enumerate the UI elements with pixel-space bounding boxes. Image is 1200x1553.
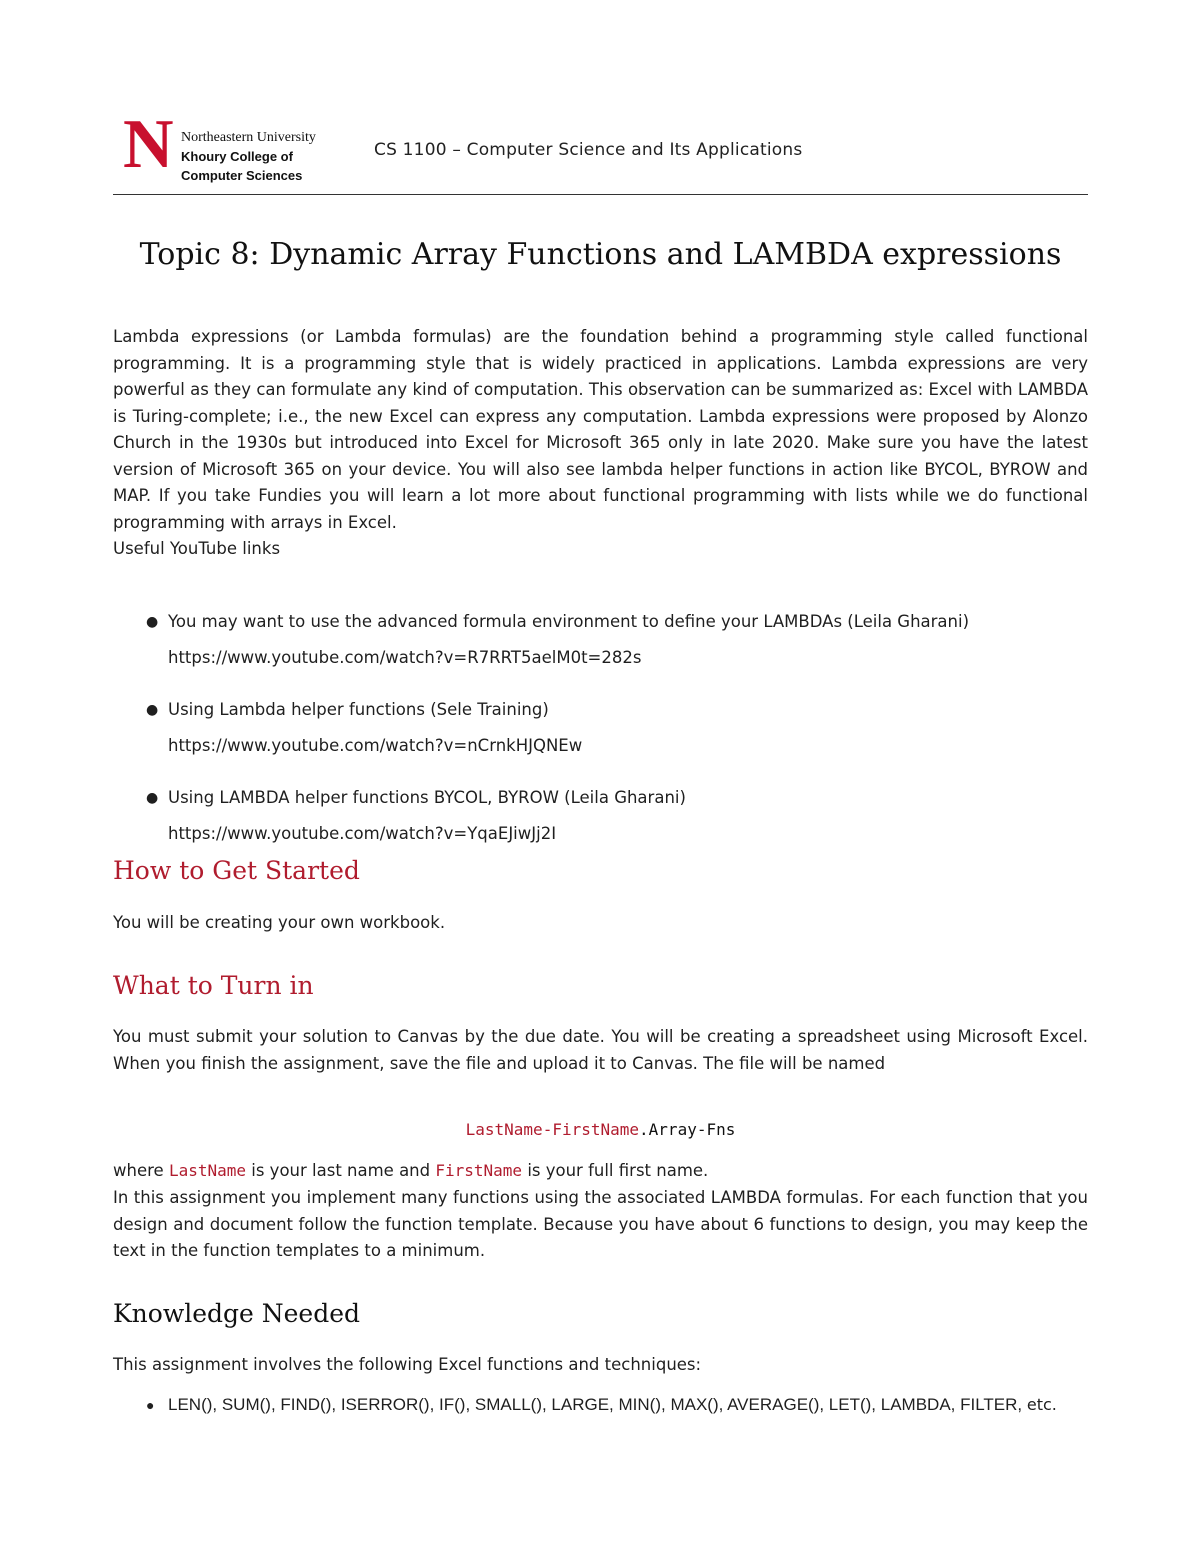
youtube-link[interactable]: https://www.youtube.com/watch?v=YqaEJiwJj2I: [168, 824, 557, 843]
link-description: You may want to use the advanced formula environment to define your LAMBDAs (Leila Gharani): [168, 612, 970, 631]
list-item: [113, 604, 1088, 676]
turn-in-text: You must submit your solution to Canvas by the due date. You will be creating a spreadsheet using Microsoft Excel. When you finish the assignment, save the file and upload it to Canvas. The file will be named: [113, 1027, 1088, 1073]
heading-turn-in: What to Turn in: [113, 971, 314, 1000]
page-title: Topic 8: Dynamic Array Functions and LAMBDA expressions: [139, 237, 1062, 272]
link-description: Using Lambda helper functions (Sele Training): [168, 700, 549, 719]
university-logo: [123, 106, 363, 184]
where-middle: is your last name and: [251, 1161, 431, 1180]
logo-line-university: Northeastern University: [181, 130, 316, 145]
course-title: CS 1100 – Computer Science and Its Applications: [374, 140, 803, 160]
logo-text: [181, 128, 316, 185]
where-lastname: LastName: [168, 1161, 246, 1180]
intro-paragraph: Lambda expressions (or Lambda formulas) are the foundation behind a programming style called functional programming. It is a programming style that is widely practiced in applications. Lambda expressions are very powerful as they can formulate any kind of computation. This observation can be summarized as: Excel with LAMBDA is Turing-complete; i.e., the new Excel can express any computation. Lambda expressions were proposed by Alonzo Church in the 1930s but introduced into Excel for Microsoft 365 only in late 2020. Make sure you have the latest version of Microsoft 365 on your device. You will also see lambda helper functions in action like BYCOL, BYROW and MAP. If you take Fundies you will learn a lot more about functional programming with lists while we do functional programming with arrays in Excel.: [113, 327, 1088, 532]
useful-links-label: Useful YouTube links: [113, 539, 281, 558]
youtube-link[interactable]: https://www.youtube.com/watch?v=nCrnkHJQNEw: [168, 736, 583, 755]
filename-lastname: LastName: [465, 1120, 543, 1139]
intro-section: [113, 324, 1088, 563]
where-prefix: where: [113, 1161, 164, 1180]
logo-letter: N: [123, 106, 174, 183]
get-started-text: You will be creating your own workbook.: [113, 913, 446, 932]
bullet-icon: ●: [146, 1397, 155, 1413]
bullet-icon: ●: [146, 614, 159, 630]
where-sentence: [113, 1158, 1088, 1185]
link-description: Using LAMBDA helper functions BYCOL, BYROW (Leila Gharani): [168, 788, 686, 807]
header-divider: [113, 194, 1088, 195]
bullet-icon: ●: [146, 702, 159, 718]
filename-separator: -: [542, 1120, 553, 1139]
youtube-link[interactable]: https://www.youtube.com/watch?v=R7RRT5aelM0t=282s: [168, 648, 642, 667]
youtube-links-list: [113, 604, 1088, 868]
logo-line-sciences: Computer Sciences: [181, 168, 303, 183]
page-header: [113, 106, 1088, 194]
list-item: [113, 1392, 1088, 1418]
assignment-description: In this assignment you implement many functions using the associated LAMBDA formulas. For each function that you design and document follow the function template. Because you have about 6 functions to design, you may keep the text in the function templates to a minimum.: [113, 1188, 1088, 1260]
knowledge-list: [113, 1392, 1088, 1418]
where-suffix: is your full first name.: [527, 1161, 709, 1180]
heading-knowledge: Knowledge Needed: [113, 1299, 361, 1328]
filename-extension: .Array-Fns: [639, 1120, 736, 1139]
etc-text: etc.: [1026, 1395, 1057, 1414]
where-firstname: FirstName: [435, 1161, 523, 1180]
list-item: [113, 780, 1088, 852]
heading-get-started: How to Get Started: [113, 856, 360, 885]
knowledge-text: This assignment involves the following Excel functions and techniques:: [113, 1355, 702, 1374]
filename-format: [113, 1120, 1088, 1139]
list-item: [113, 692, 1088, 764]
logo-line-college: Khoury College of: [181, 149, 293, 164]
bullet-icon: ●: [146, 790, 159, 806]
functions-list: LEN(), SUM(), FIND(), ISERROR(), IF(), SMALL(), LARGE, MIN(), MAX(), AVERAGE(), LET(), LAMBDA, FILTER,: [168, 1395, 1023, 1414]
filename-firstname: FirstName: [552, 1120, 640, 1139]
